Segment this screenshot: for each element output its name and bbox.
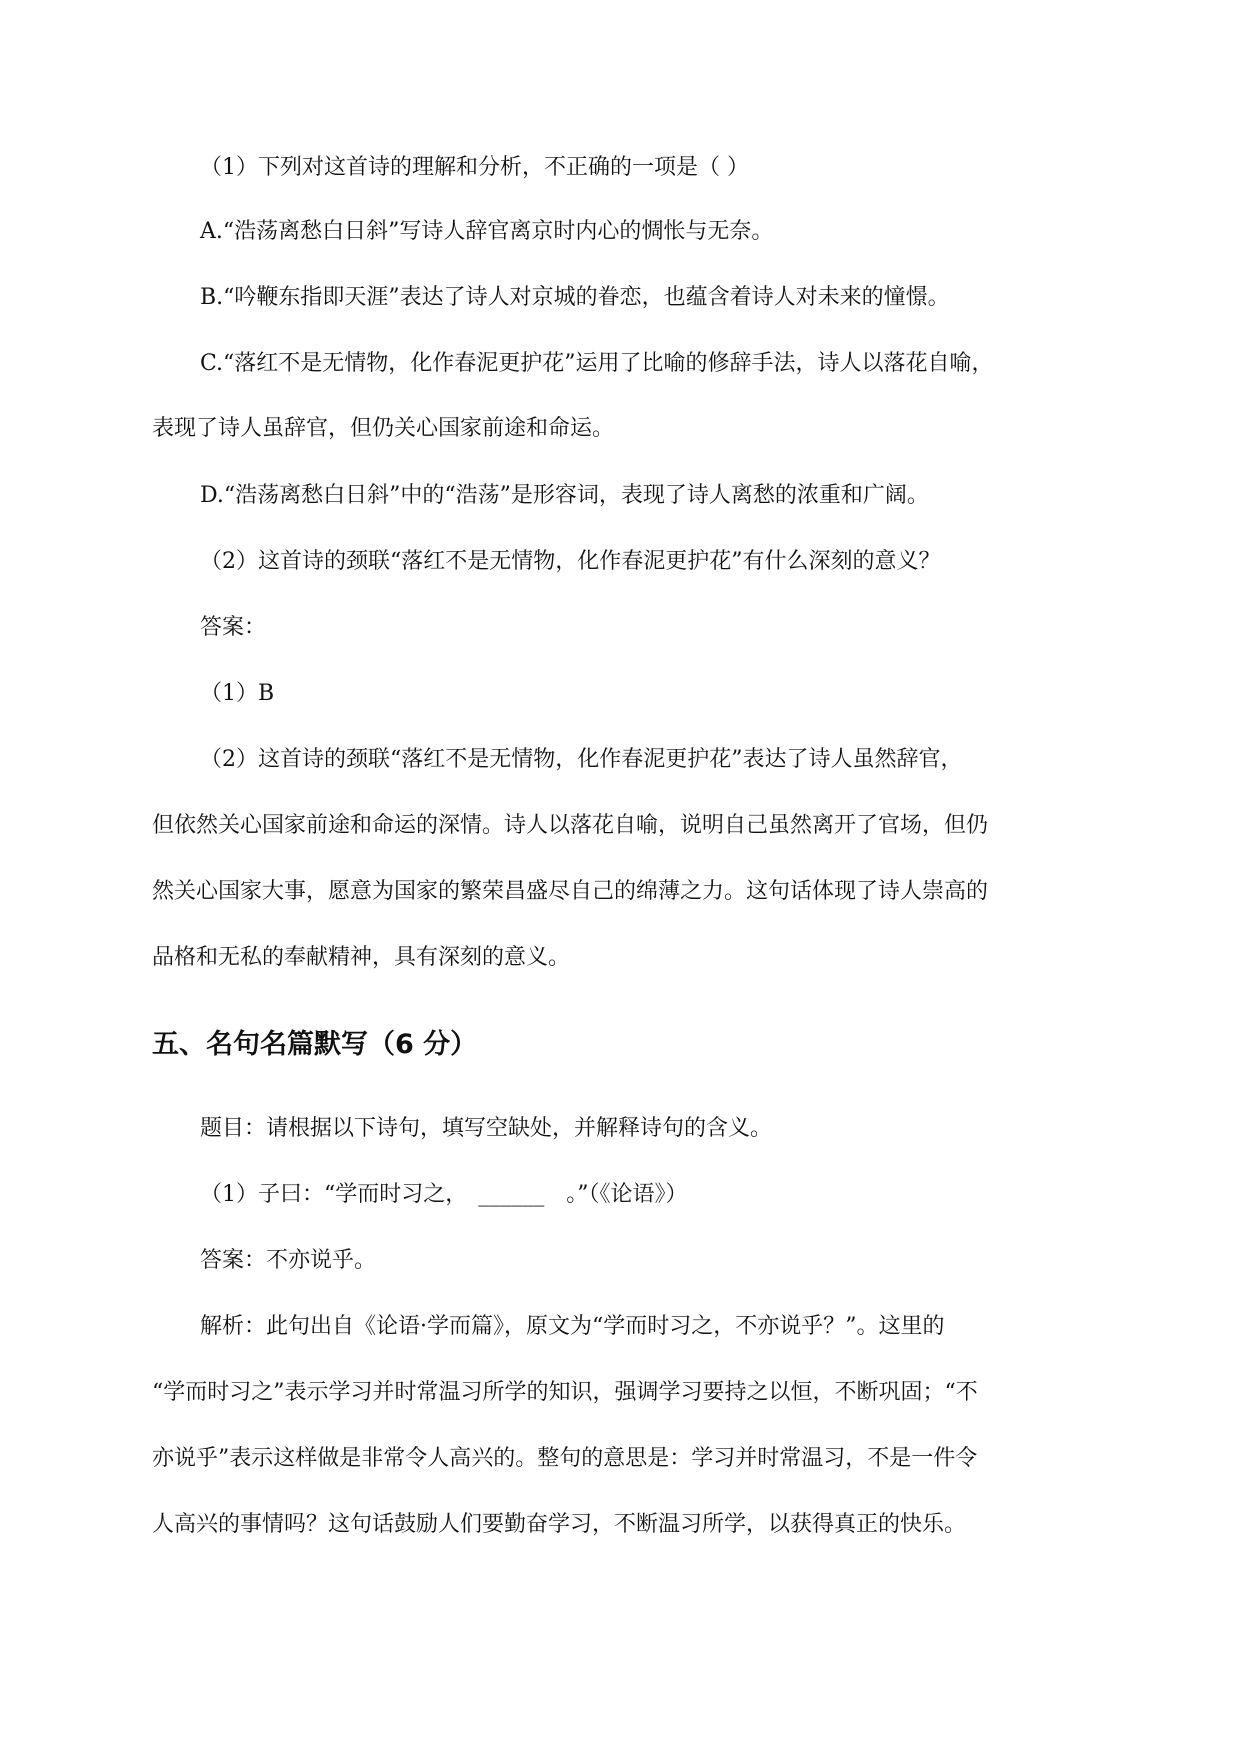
answer-label: 答案： — [200, 615, 267, 640]
option-d: D.“浩荡离愁白日斜”中的“浩荡”是形容词，表现了诗人离愁的浓重和广阔。 — [200, 483, 929, 508]
answer-2-line-1: （2）这首诗的颈联“落红不是无情物，化作春泥更护花”表达了诗人虽然辞官， — [200, 747, 963, 772]
analysis-line-2: “学而时习之”表示学习并时常温习所学的知识，强调学习要持之以恒，不断巩固；“不 — [152, 1380, 978, 1405]
analysis-line-3: 亦说乎”表示这样做是非常令人高兴的。整句的意思是：学习并时常温习，不是一件令 — [152, 1446, 978, 1471]
answer-2-line-2: 但依然关心国家前途和命运的深情。诗人以落花自喻，说明自己虽然离开了官场，但仍 — [152, 813, 989, 838]
option-c-line-2: 表现了诗人虽辞官，但仍关心国家前途和命运。 — [152, 416, 615, 441]
answer-2-line-3: 然关心国家大事，愿意为国家的繁荣昌盛尽自己的绵薄之力。这句话体现了诗人崇高的 — [152, 879, 989, 904]
analysis-line-1: 解析：此句出自《论语·学而篇》，原文为“学而时习之，不亦说乎？”。这里的 — [200, 1314, 945, 1339]
option-a: A.“浩荡离愁白日斜”写诗人辞官离京时内心的惆怅与无奈。 — [200, 219, 774, 244]
section-5-heading: 五、名句名篇默写（6 分） — [152, 1029, 478, 1060]
option-b: B.“吟鞭东指即天涯”表达了诗人对京城的眷恋，也蕴含着诗人对未来的憧憬。 — [200, 285, 950, 310]
answer-1: （1）B — [200, 681, 275, 706]
section-5-question-1: （1）子曰：“学而时习之， ______ 。”（《论语》） — [200, 1182, 688, 1207]
analysis-line-4: 人高兴的事情吗？这句话鼓励人们要勤奋学习，不断温习所学，以获得真正的快乐。 — [152, 1512, 967, 1537]
section-5-prompt: 题目：请根据以下诗句，填写空缺处，并解释诗句的含义。 — [200, 1116, 773, 1141]
section-5-answer: 答案：不亦说乎。 — [200, 1248, 377, 1273]
answer-2-line-4: 品格和无私的奉献精神，具有深刻的意义。 — [152, 945, 571, 970]
question-2-text: （2）这首诗的颈联“落红不是无情物，化作春泥更护花”有什么深刻的意义？ — [200, 549, 941, 574]
option-c-line-1: C.“落红不是无情物，化作春泥更护花”运用了比喻的修辞手法，诗人以落花自喻， — [200, 351, 994, 376]
question-1-text: （1）下列对这首诗的理解和分析，不正确的一项是（ ） — [200, 155, 749, 180]
